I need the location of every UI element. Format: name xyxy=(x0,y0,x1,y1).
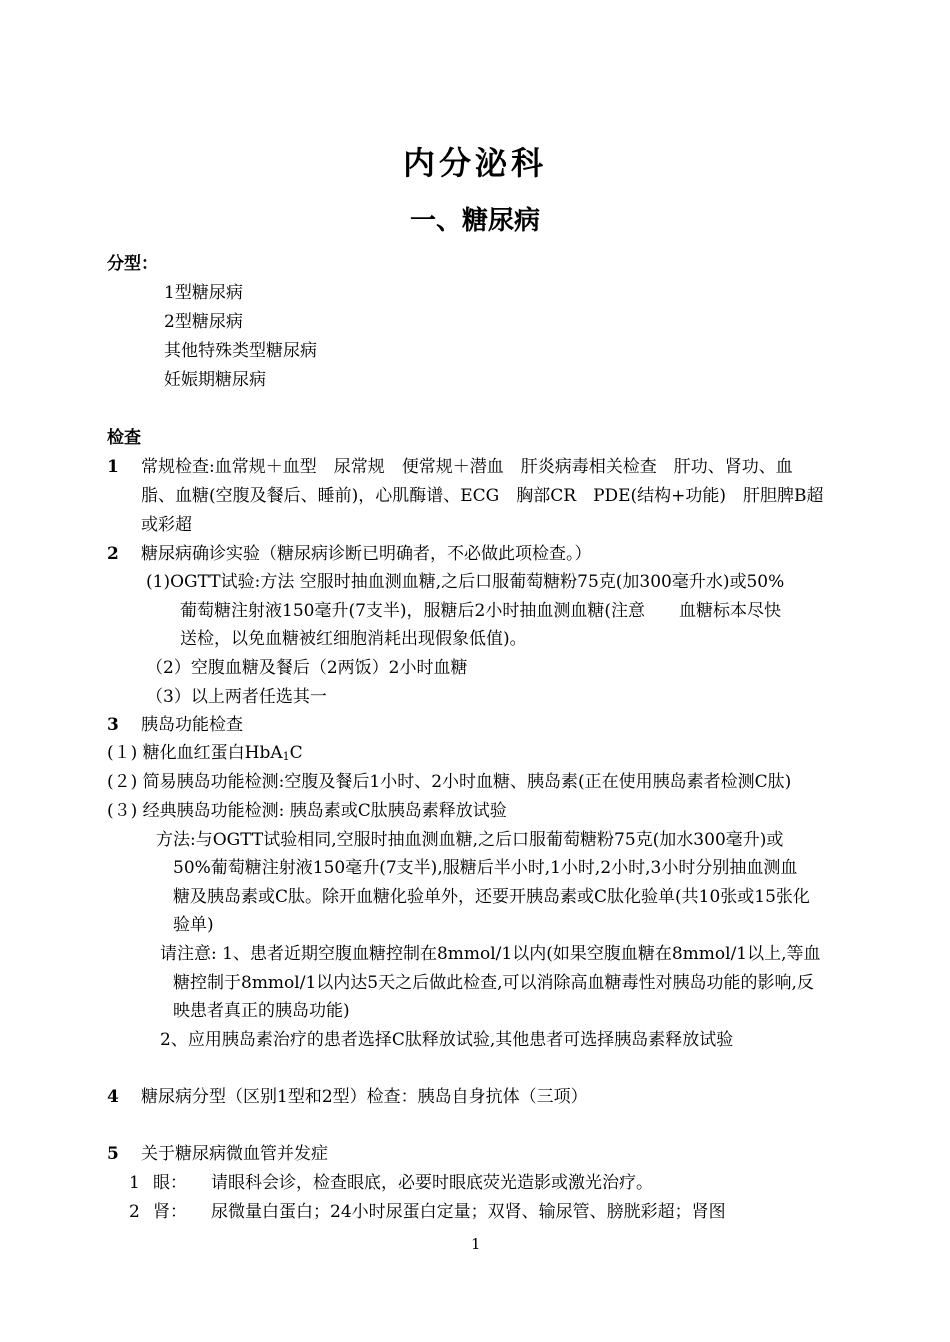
section-number: 2 xyxy=(107,544,119,564)
typing-test-item: 糖尿病分型（区别1型和2型）检查：胰岛自身抗体（三项） xyxy=(141,1087,588,1107)
either-option-item: （3）以上两者任选其一 xyxy=(146,687,327,707)
note-line: 糖控制于8mmol/1以内达5天之后做此检查,可以消除高血糖毒性对胰岛功能的影响,反 xyxy=(173,973,814,993)
ogtt-line: 葡萄糖注射液150毫升(7支半)，服糖后2小时抽血测血糖(注意 血糖标本尽快 xyxy=(180,601,781,621)
method-line: 糖及胰岛素或C肽。除开血糖化验单外，还要开胰岛素或C肽化验单(共10张或15张化 xyxy=(173,887,810,907)
type-item: 其他特殊类型糖尿病 xyxy=(164,341,317,361)
complications-heading: 关于糖尿病微血管并发症 xyxy=(141,1144,328,1164)
routine-exam-line: 常规检查:血常规＋血型 尿常规 便常规＋潜血 肝炎病毒相关检查 肝功、肾功、血 xyxy=(141,457,793,477)
method-line: 验单) xyxy=(173,915,214,935)
classic-islet-test-item: (３) 经典胰岛功能检测: 胰岛素或C肽胰岛素释放试验 xyxy=(107,801,507,821)
routine-exam-line: 或彩超 xyxy=(141,515,192,535)
note-line: 2、应用胰岛素治疗的患者选择C肽释放试验,其他患者可选择胰岛素释放试验 xyxy=(160,1030,734,1050)
diagnosis-test-heading: 糖尿病确诊实验（糖尿病诊断已明确者，不必做此项检查。） xyxy=(141,544,592,564)
section-number: 4 xyxy=(107,1087,119,1107)
type-item: 2型糖尿病 xyxy=(164,312,243,332)
page-title: 内分泌科 xyxy=(402,144,547,182)
ogtt-line: 送检，以免血糖被红细胞消耗出现假象低值)。 xyxy=(180,629,527,649)
hba1c-item: (１) 糖化血红蛋白HbA1C xyxy=(107,743,303,763)
types-heading: 分型： xyxy=(107,254,158,274)
kidney-text: 尿微量白蛋白；24小时尿蛋白定量；双肾、输尿管、膀胱彩超；肾图 xyxy=(211,1202,726,1222)
fasting-glucose-item: （2）空腹血糖及餐后（2两饭）2小时血糖 xyxy=(146,658,468,678)
note-line: 请注意: 1、患者近期空腹血糖控制在8mmol/1以内(如果空腹血糖在8mmol/1以上,等血 xyxy=(160,944,821,964)
type-item: 1型糖尿病 xyxy=(164,283,243,303)
type-item: 妊娠期糖尿病 xyxy=(164,370,266,390)
eye-label: 眼： xyxy=(153,1173,187,1193)
section-number: 1 xyxy=(107,457,119,477)
exam-heading: 检查 xyxy=(107,428,141,448)
kidney-number: 2 xyxy=(129,1202,140,1222)
routine-exam-line: 脂、血糖(空腹及餐后、睡前)，心肌酶谱、ECG 胸部CR PDE(结构+功能) 肝胆脾B超 xyxy=(141,486,824,506)
simple-islet-test-item: (２) 简易胰岛功能检测:空腹及餐后1小时、2小时血糖、胰岛素(正在使用胰岛素者检测C肽) xyxy=(107,772,792,792)
kidney-label: 肾： xyxy=(153,1202,187,1222)
eye-number: 1 xyxy=(129,1173,140,1193)
method-line: 方法:与OGTT试验相同,空服时抽血测血糖,之后口服葡萄糖粉75克(加水300毫升)或 xyxy=(156,830,784,850)
method-line: 50%葡萄糖注射液150毫升(7支半),服糖后半小时,1小时,2小时,3小时分别抽血测血 xyxy=(173,858,798,878)
page-number: 1 xyxy=(471,1235,481,1253)
islet-function-heading: 胰岛功能检查 xyxy=(141,715,243,735)
section-title: 一、糖尿病 xyxy=(409,206,540,236)
section-number: 5 xyxy=(107,1144,119,1164)
note-line: 映患者真正的胰岛功能) xyxy=(173,1001,350,1021)
eye-text: 请眼科会诊，检查眼底，必要时眼底荧光造影或激光治疗。 xyxy=(211,1173,653,1193)
section-number: 3 xyxy=(107,715,119,735)
ogtt-line: (1)OGTT试验:方法 空服时抽血测血糖,之后口服葡萄糖粉75克(加300毫升水)或50% xyxy=(146,572,785,592)
